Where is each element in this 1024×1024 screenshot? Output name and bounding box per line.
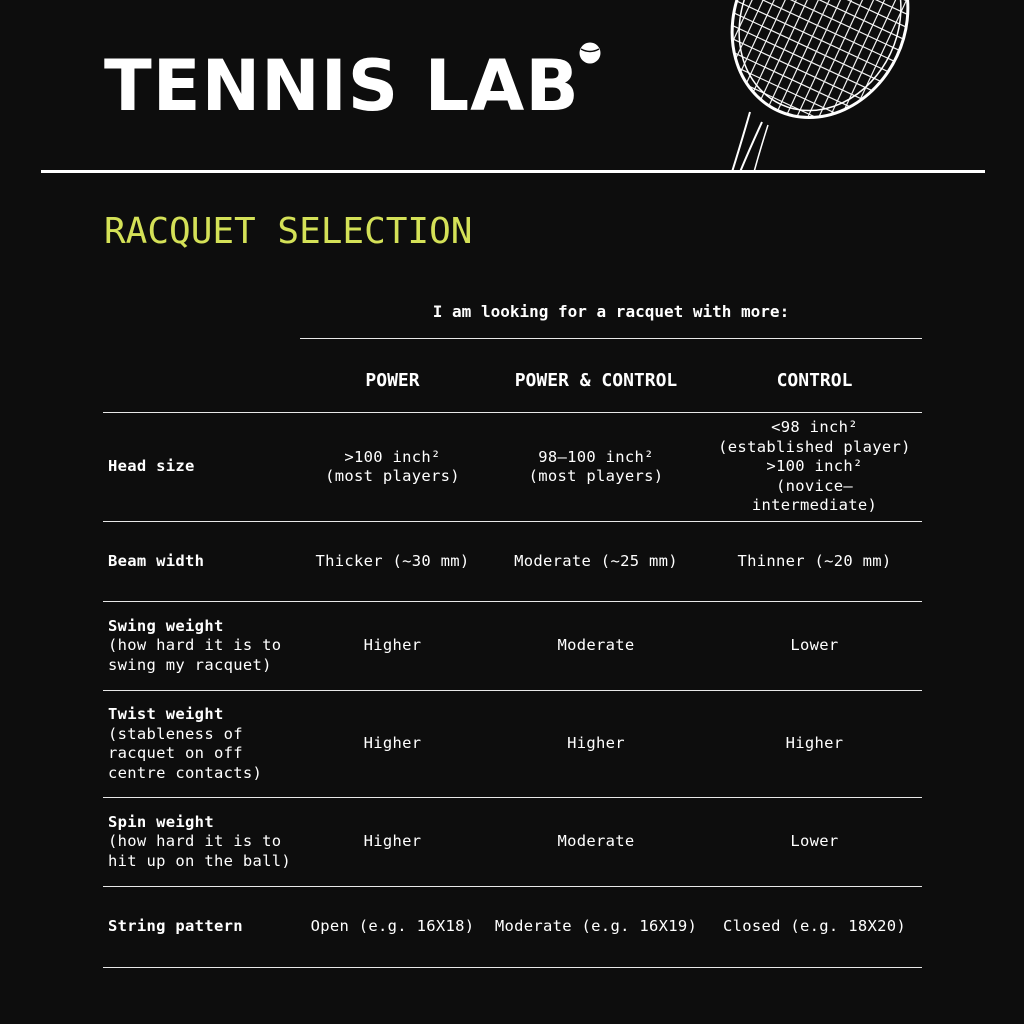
row-label [103,705,300,783]
tennis-ball-icon [578,41,602,65]
cell-control: Thinner (~20 mm) [737,551,892,570]
table-intro: I am looking for a racquet with more: [432,302,790,321]
table-row [103,798,922,887]
row-name: Twist weight [108,705,224,723]
table-row [103,691,922,798]
cell-control: Lower [790,636,839,655]
cell-power-control: Higher [567,734,625,753]
cell-control: Closed (e.g. 18X20) [722,917,906,936]
row-label [103,552,300,572]
cell-power: Higher [363,832,422,851]
intro-divider [300,338,922,339]
section-title: RACQUET SELECTION [104,211,473,252]
cell-power: Higher [363,636,422,655]
column-header-power-control: POWER & CONTROL [514,370,678,391]
row-name: Spin weight [108,812,214,831]
table-row [103,522,922,602]
row-description: (how hard it is to hit up on the ball) [108,832,292,870]
row-description: (how hard it is to swing my racquet) [108,636,282,674]
column-header-power: POWER [365,370,420,391]
cell-control: Lower [790,832,839,851]
cell-power-control: Moderate (e.g. 16X19) [494,917,698,936]
table-header-row [103,350,922,413]
cell-power-control: Moderate [557,636,635,655]
row-label [103,917,300,937]
row-label [103,457,300,477]
row-label [103,813,300,872]
cell-power: >100 inch² (most players) [325,447,460,485]
header-divider [41,170,985,173]
cell-power-control: 98–100 inch² (most players) [528,447,664,485]
table-row [103,413,922,522]
row-name: String pattern [108,917,243,936]
cell-power-control: Moderate [557,832,635,851]
cell-power: Thicker (~30 mm) [315,551,470,570]
table-row [103,602,922,691]
cell-control: <98 inch² (established player) >100 inch² (novice– intermediate) [718,418,911,515]
brand-title: TENNIS LAB [104,45,580,127]
row-name: Beam width [108,551,205,570]
cell-power: Higher [363,734,422,753]
row-description: (stableness of racquet on off centre contacts) [108,724,263,782]
cell-power-control: Moderate (~25 mm) [514,551,678,570]
table-row [103,887,922,968]
cell-power: Open (e.g. 16X18) [310,917,475,936]
row-name: Swing weight [108,616,224,635]
racquet-selection-table [103,350,922,968]
row-label [103,617,300,676]
column-header-control: CONTROL [776,370,853,391]
row-name: Head size [108,457,195,476]
racquet-illustration [710,0,930,172]
cell-control: Higher [785,734,844,753]
